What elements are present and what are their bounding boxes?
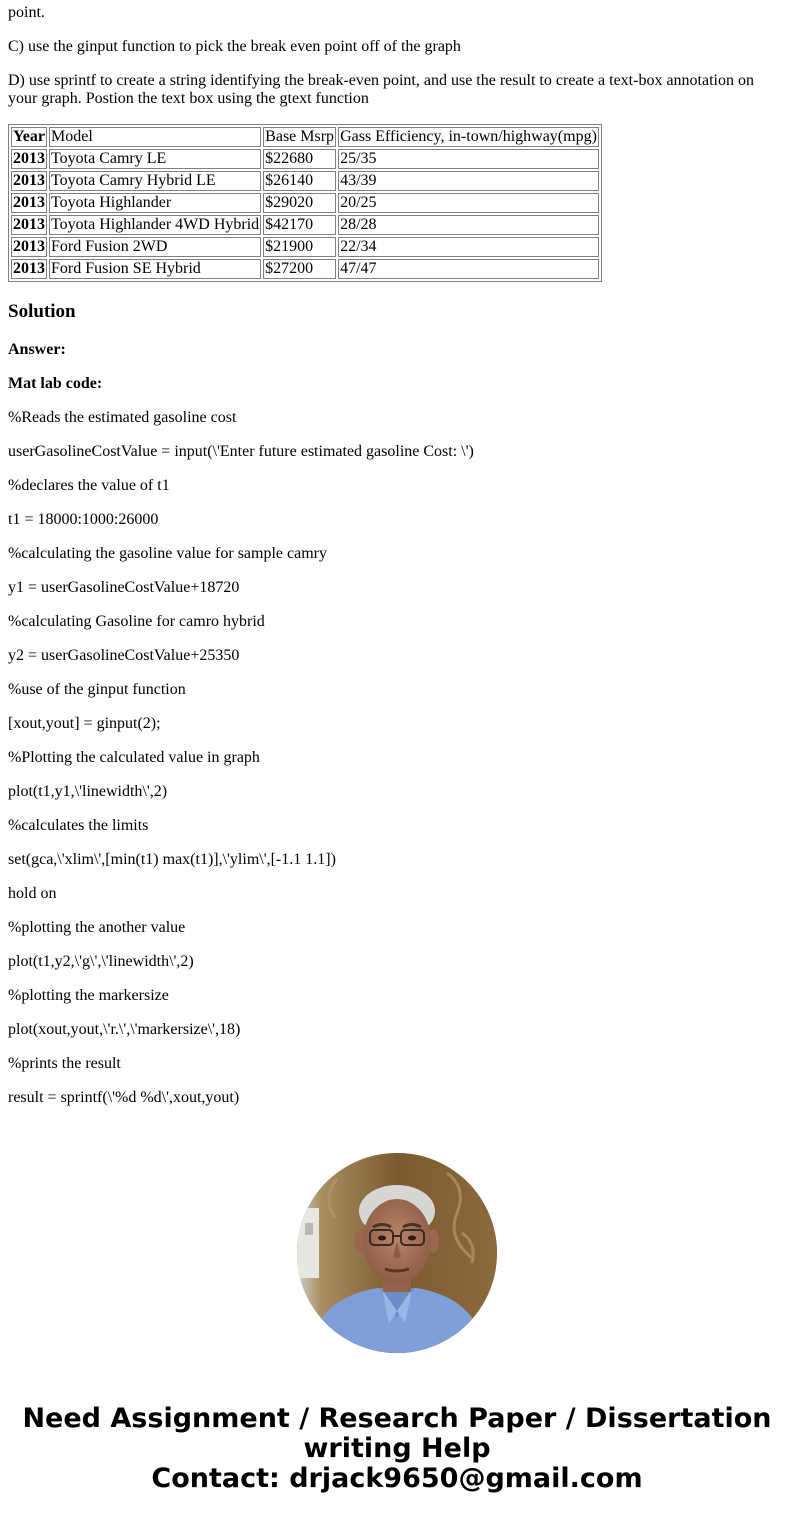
table-header-cell: Base Msrp — [265, 128, 335, 145]
promo-line-2: writing Help — [303, 1433, 491, 1464]
table-header-cell: Year — [11, 127, 47, 147]
table-header-row — [11, 127, 599, 147]
code-label: Mat lab code: — [8, 375, 103, 392]
code-line: plot(t1,y2,\'g\',\'linewidth\',2) — [8, 953, 194, 970]
code-line: %Reads the estimated gasoline cost — [8, 409, 237, 426]
table-header-cell: Gass Efficiency, in-town/highway(mpg) — [340, 128, 597, 145]
table-cell-msrp: $42170 — [263, 215, 336, 235]
code-line: %plotting the another value — [8, 919, 186, 936]
table-cell-model: Toyota Camry LE — [49, 149, 261, 169]
code-line: %Plotting the calculated value in graph — [8, 749, 260, 766]
table-cell-model: Ford Fusion 2WD — [49, 237, 261, 257]
table-cell-msrp: $21900 — [263, 237, 336, 257]
table-cell-year: 2013 — [13, 172, 45, 189]
promo-contact: Contact: drjack9650@gmail.com — [151, 1463, 643, 1494]
table-row — [11, 237, 599, 257]
table-row — [11, 171, 599, 191]
table-cell-msrp: $29020 — [263, 193, 336, 213]
question-partial-line: point. — [8, 4, 45, 21]
tutor-photo — [297, 1153, 497, 1353]
table-cell-mpg: 47/47 — [338, 259, 599, 279]
code-line: t1 = 18000:1000:26000 — [8, 511, 159, 528]
table-cell-mpg: 43/39 — [338, 171, 599, 191]
table-cell-year: 2013 — [13, 194, 45, 211]
promo-banner — [0, 1404, 794, 1494]
table-cell-msrp: $27200 — [263, 259, 336, 279]
code-line: plot(t1,y1,\'linewidth\',2) — [8, 783, 168, 800]
code-line: %use of the ginput function — [8, 681, 186, 698]
code-line: %calculating Gasoline for camro hybrid — [8, 613, 265, 630]
code-line: %calculating the gasoline value for sample camry — [8, 545, 327, 562]
table-cell-model: Toyota Camry Hybrid LE — [49, 171, 261, 191]
answer-label: Answer: — [8, 341, 66, 358]
table-cell-mpg: 28/28 — [338, 215, 599, 235]
car-table — [8, 124, 602, 282]
promo-line-1: Need Assignment / Research Paper / Dissertation — [22, 1403, 772, 1434]
table-cell-msrp: $22680 — [263, 149, 336, 169]
table-cell-year: 2013 — [13, 260, 45, 277]
code-line: [xout,yout] = ginput(2); — [8, 715, 161, 732]
code-line: hold on — [8, 885, 57, 902]
solution-heading: Solution — [8, 301, 76, 322]
code-line: %declares the value of t1 — [8, 477, 170, 494]
table-cell-model: Toyota Highlander 4WD Hybrid — [51, 216, 260, 233]
table-row — [11, 259, 599, 279]
table-row — [11, 193, 599, 213]
table-cell-mpg: 20/25 — [338, 193, 599, 213]
table-row — [11, 215, 599, 235]
code-line: userGasolineCostValue = input(\'Enter future estimated gasoline Cost: \') — [8, 443, 474, 460]
code-line: y1 = userGasolineCostValue+18720 — [8, 579, 240, 596]
table-cell-model: Ford Fusion SE Hybrid — [49, 259, 261, 279]
table-cell-mpg: 22/34 — [338, 237, 599, 257]
code-line: %plotting the markersize — [8, 987, 169, 1004]
question-part-d: D) use sprintf to create a string identifying the break-even point, and use the result to create a text-box annotation on your graph. Postion the text box using the gtext function — [8, 72, 754, 107]
code-line: result = sprintf(\'%d %d\',xout,yout) — [8, 1089, 240, 1106]
table-header-cell: Model — [49, 127, 261, 147]
code-line: y2 = userGasolineCostValue+25350 — [8, 647, 240, 664]
portrait-image — [297, 1153, 497, 1353]
code-line: set(gca,\'xlim\',[min(t1) max(t1)],\'ylim\',[-1.1 1.1]) — [8, 851, 336, 868]
code-line: plot(xout,yout,\'r.\',\'markersize\',18) — [8, 1021, 241, 1038]
table-row — [11, 149, 599, 169]
question-part-c: C) use the ginput function to pick the break even point off of the graph — [8, 38, 461, 55]
table-cell-model: Toyota Highlander — [49, 193, 261, 213]
table-cell-year: 2013 — [13, 216, 45, 233]
table-cell-msrp: $26140 — [263, 171, 336, 191]
table-cell-mpg: 25/35 — [338, 149, 599, 169]
code-line: %calculates the limits — [8, 817, 149, 834]
code-line: %prints the result — [8, 1055, 121, 1072]
table-cell-year: 2013 — [13, 150, 45, 167]
table-cell-year: 2013 — [13, 238, 45, 255]
